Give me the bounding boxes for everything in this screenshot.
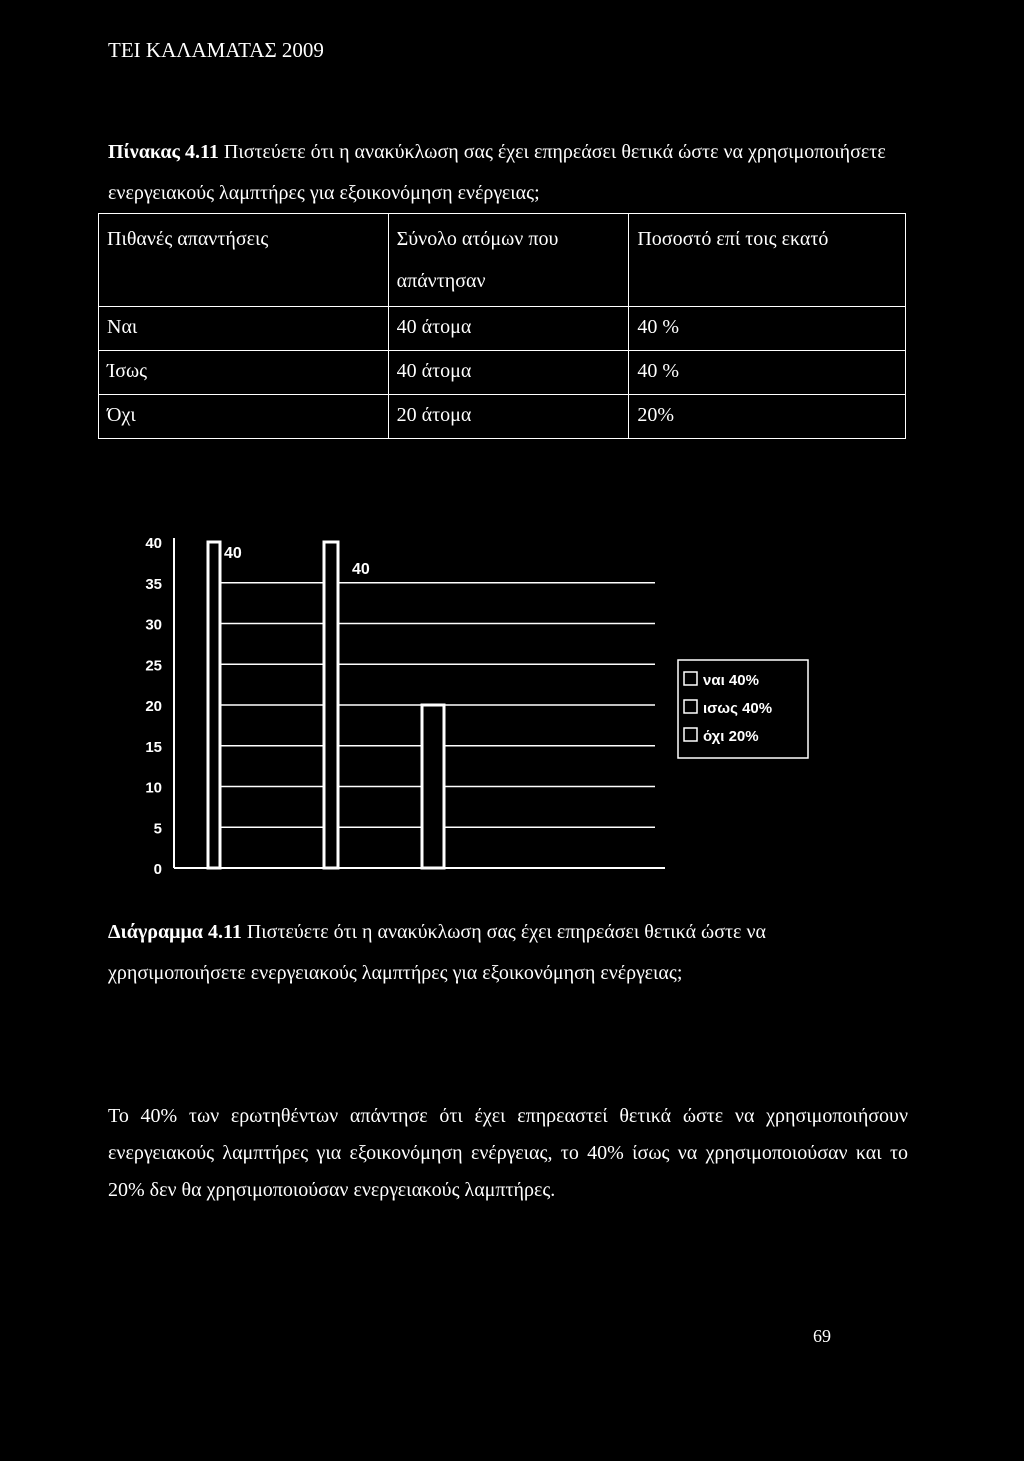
legend-entry: όχι 20% bbox=[703, 728, 759, 745]
page-number: 69 bbox=[813, 1326, 831, 1346]
cell-percent: 20% bbox=[629, 395, 906, 439]
cell-total: 40 άτομα bbox=[388, 351, 629, 395]
table-caption bbox=[108, 132, 898, 214]
table-caption-label: Πίνακας 4.11 bbox=[108, 141, 219, 163]
y-tick-label: 10 bbox=[145, 779, 162, 797]
y-tick-label: 40 bbox=[145, 535, 162, 552]
bar-chart bbox=[110, 520, 830, 890]
cell-answer: Όχι bbox=[99, 395, 389, 439]
y-tick-label: 30 bbox=[145, 616, 162, 634]
cell-total: 40 άτομα bbox=[388, 307, 629, 351]
table-row bbox=[99, 351, 906, 395]
diagram-caption-text: Πιστεύετε ότι η ανακύκλωση σας έχει επηρεάσει θετικά ώστε να χρησιμοποιήσετε ενεργειακούς λαμπτήρες για εξοικονόμηση ενέργειας; bbox=[108, 921, 766, 984]
y-tick-label: 15 bbox=[145, 738, 162, 756]
y-tick-label: 5 bbox=[153, 820, 162, 838]
bar bbox=[422, 705, 444, 868]
legend-swatch bbox=[684, 672, 697, 685]
table-caption-text: Πιστεύετε ότι η ανακύκλωση σας έχει επηρεάσει θετικά ώστε να χρησιμοποιήσετε ενεργειακούς λαμπτήρες για εξοικονόμηση ενέργειας; bbox=[108, 141, 886, 204]
cell-answer: Ναι bbox=[99, 307, 389, 351]
bar bbox=[208, 542, 220, 868]
legend-swatch bbox=[684, 728, 697, 741]
legend-entry: ναι 40% bbox=[703, 672, 759, 689]
cell-percent: 40 % bbox=[629, 351, 906, 395]
header-cell-answers: Πιθανές απαντήσεις bbox=[99, 214, 389, 307]
table-row bbox=[99, 307, 906, 351]
data-label: 40 bbox=[352, 561, 370, 578]
legend-swatch bbox=[684, 700, 697, 713]
header-cell-total: Σύνολο ατόμων που απάντησαν bbox=[388, 214, 629, 307]
cell-percent: 40 % bbox=[629, 307, 906, 351]
diagram-caption bbox=[108, 912, 898, 994]
y-tick-label: 35 bbox=[145, 575, 162, 593]
y-tick-label: 20 bbox=[145, 698, 162, 715]
y-tick-label: 25 bbox=[145, 657, 162, 675]
answers-table bbox=[98, 213, 906, 439]
table-header-row bbox=[99, 214, 906, 307]
bar bbox=[324, 542, 338, 868]
summary-paragraph: Το 40% των ερωτηθέντων απάντησε ότι έχει επηρεαστεί θετικά ώστε να χρησιμοποιήσουν ενεργειακούς λαμπτήρες για εξοικονόμηση ενέργειας, το 40% ίσως να χρησιμοποιούσαν και το 20% δεν θα χρησιμοποιούσαν ενεργειακούς λαμπτήρες. bbox=[108, 1105, 908, 1201]
diagram-caption-label: Διάγραμμα 4.11 bbox=[108, 921, 242, 943]
table-row bbox=[99, 395, 906, 439]
legend-entry: ισως 40% bbox=[703, 700, 773, 717]
data-label: 40 bbox=[224, 545, 242, 562]
header-cell-percent: Ποσοστό επί τοις εκατό bbox=[629, 214, 906, 307]
cell-answer: Ίσως bbox=[99, 351, 389, 395]
page-header: ΤΕΙ ΚΑΛΑΜΑΤΑΣ 2009 bbox=[108, 38, 324, 62]
y-tick-label: 0 bbox=[153, 861, 162, 878]
cell-total: 20 άτομα bbox=[388, 395, 629, 439]
